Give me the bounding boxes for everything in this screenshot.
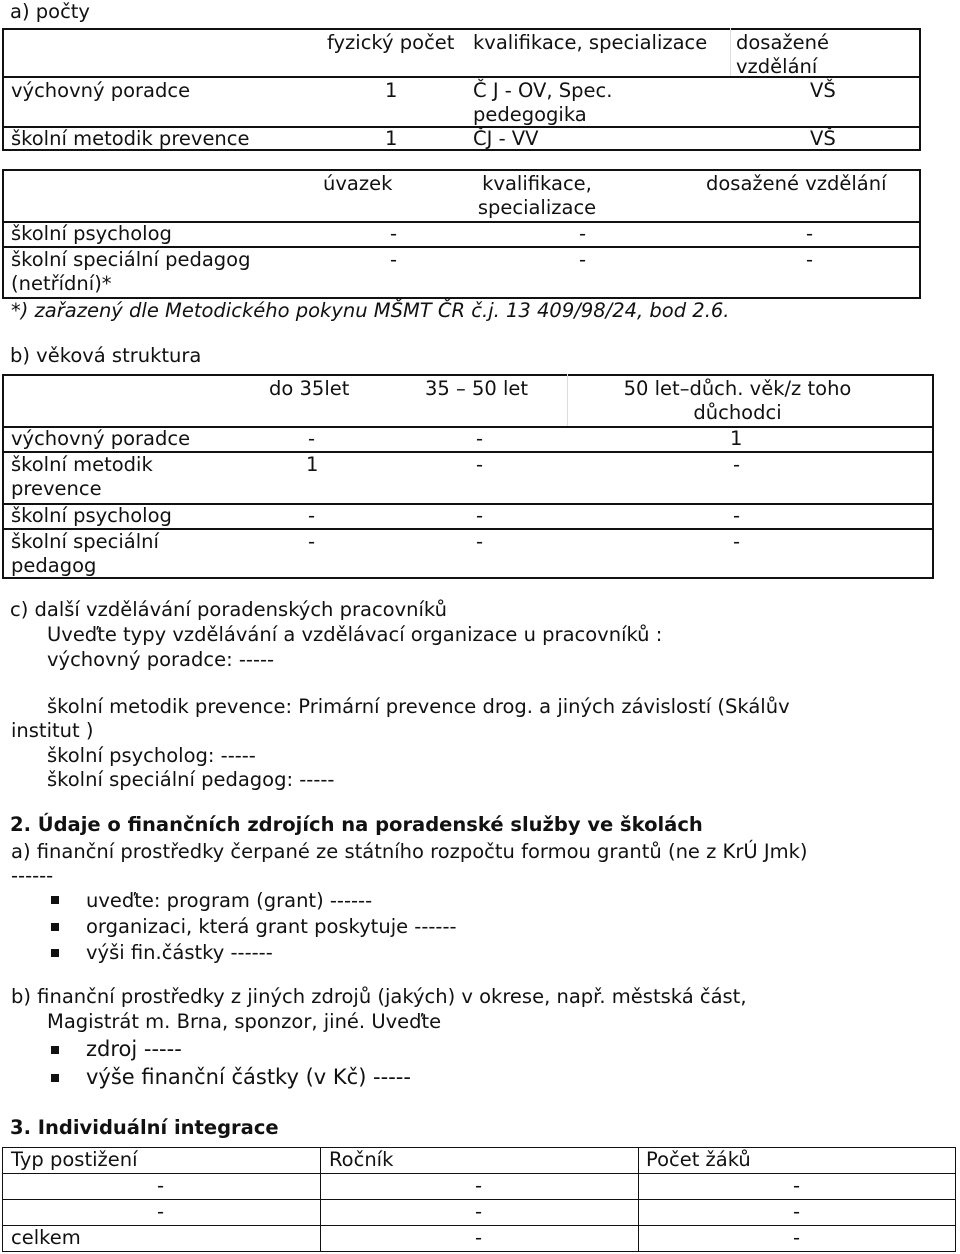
list-item: organizaci, která grant poskytuje ------	[86, 915, 457, 938]
table-row-qualification: ČJ - VV	[473, 127, 539, 150]
table-row-35-50: -	[476, 504, 484, 527]
table-row-under-35: -	[308, 530, 316, 553]
column-divider	[955, 1147, 956, 1251]
table-row-education: VŠ	[810, 127, 836, 150]
training-line: institut )	[11, 719, 94, 742]
bullet-icon	[51, 1074, 59, 1082]
column-divider	[638, 1147, 639, 1251]
section-2a-dashes: ------	[11, 864, 54, 887]
header-education: dosažené vzdělání	[706, 172, 887, 195]
table-row-role: školní psycholog	[11, 222, 172, 245]
header-student-count: Počet žáků	[646, 1148, 751, 1171]
column-divider	[2, 1147, 3, 1251]
table-row-over-50: 1	[730, 427, 743, 450]
table-row-under-35: -	[308, 427, 316, 450]
list-item: výši fin.částky ------	[86, 941, 273, 964]
header-column-divider	[567, 374, 568, 426]
table-cell: -	[475, 1200, 483, 1223]
bullet-icon	[51, 949, 59, 957]
table-row-count: 1	[385, 79, 398, 102]
table-cell: -	[793, 1226, 801, 1249]
section-c-heading: c) další vzdělávání poradenských pracovníků	[10, 598, 447, 621]
table-cell: -	[475, 1174, 483, 1197]
training-line: výchovný poradce: -----	[47, 648, 275, 671]
training-line: školní speciální pedagog: -----	[47, 768, 335, 791]
header-education: dosažené vzdělání	[736, 31, 830, 78]
table-row-role: školní psycholog	[11, 504, 172, 527]
table-cell: -	[157, 1200, 165, 1223]
table-row-role: školní speciální pedagog (netřídní)*	[11, 248, 251, 295]
table-row-35-50: -	[476, 530, 484, 553]
table-row-role: školní metodik prevence	[11, 453, 153, 500]
section-2b-text: Magistrát m. Brna, sponzor, jiné. Uveďte	[47, 1010, 442, 1033]
bullet-icon	[51, 923, 59, 931]
table-row-count: 1	[385, 127, 398, 150]
table-row-role: školní metodik prevence	[11, 127, 250, 150]
header-over-50: 50 let–důch. věk/z toho důchodci	[623, 377, 852, 424]
table-row-over-50: -	[733, 453, 741, 476]
header-35-50: 35 – 50 let	[425, 377, 529, 400]
footnote: *) zařazený dle Metodického pokynu MŠMT ČR č.j. 13 409/98/24, bod 2.6.	[11, 299, 730, 322]
header-qualification: kvalifikace, specializace	[473, 31, 708, 54]
section-b-heading: b) věková struktura	[10, 344, 202, 367]
header-disability-type: Typ postižení	[11, 1148, 138, 1171]
section-2b-text: b) finanční prostředky z jiných zdrojů (jakých) v okrese, např. městská část,	[11, 985, 747, 1008]
section-2a-text: a) finanční prostředky čerpané ze státního rozpočtu formou grantů (ne z KrÚ Jmk)	[11, 840, 808, 863]
table-row-education: VŠ	[810, 79, 836, 102]
table-row-35-50: -	[476, 427, 484, 450]
column-divider	[320, 1147, 321, 1251]
table-row-over-50: -	[733, 504, 741, 527]
list-item: zdroj -----	[86, 1037, 182, 1061]
table-row-over-50: -	[733, 530, 741, 553]
table-cell: celkem	[11, 1226, 81, 1249]
bullet-icon	[51, 896, 59, 904]
training-line: školní psycholog: -----	[47, 744, 256, 767]
bullet-icon	[51, 1046, 59, 1054]
table-row-under-35: 1	[306, 453, 319, 476]
header-count: fyzický počet	[327, 31, 455, 54]
table-row-load: -	[390, 248, 398, 271]
section-2-heading: 2. Údaje o finančních zdrojích na poradenské služby ve školách	[10, 813, 703, 836]
list-item: výše finanční částky (v Kč) -----	[86, 1065, 411, 1089]
training-line: školní metodik prevence: Primární prevence drog. a jiných závislostí (Skálův	[47, 695, 790, 718]
table-row-35-50: -	[476, 453, 484, 476]
table-row-role: výchovný poradce	[11, 79, 191, 102]
table-cell: -	[793, 1174, 801, 1197]
table-row-qualification: Č J - OV, Spec. pedegogika	[473, 79, 613, 126]
table-row-education: -	[806, 222, 814, 245]
row-divider	[2, 1251, 956, 1252]
section-3-heading: 3. Individuální integrace	[10, 1116, 279, 1139]
list-item: uveďte: program (grant) ------	[86, 889, 373, 912]
table-row-qualification: -	[579, 222, 587, 245]
header-column-divider	[730, 28, 731, 76]
header-load: úvazek	[323, 172, 393, 195]
table-row-load: -	[390, 222, 398, 245]
table-row-education: -	[806, 248, 814, 271]
section-a-heading: a) počty	[10, 0, 90, 23]
table-cell: -	[475, 1226, 483, 1249]
table-row-role: výchovný poradce	[11, 427, 191, 450]
header-qualification: kvalifikace, specializace	[477, 172, 597, 219]
table-row-qualification: -	[579, 248, 587, 271]
table-cell: -	[157, 1174, 165, 1197]
table-row-role: školní speciální pedagog	[11, 530, 159, 577]
table-row-under-35: -	[308, 504, 316, 527]
row-divider	[2, 1147, 956, 1148]
section-c-instruction: Uveďte typy vzdělávání a vzdělávací organizace u pracovníků :	[47, 623, 663, 646]
header-under-35: do 35let	[269, 377, 350, 400]
header-grade: Ročník	[329, 1148, 394, 1171]
table-cell: -	[793, 1200, 801, 1223]
